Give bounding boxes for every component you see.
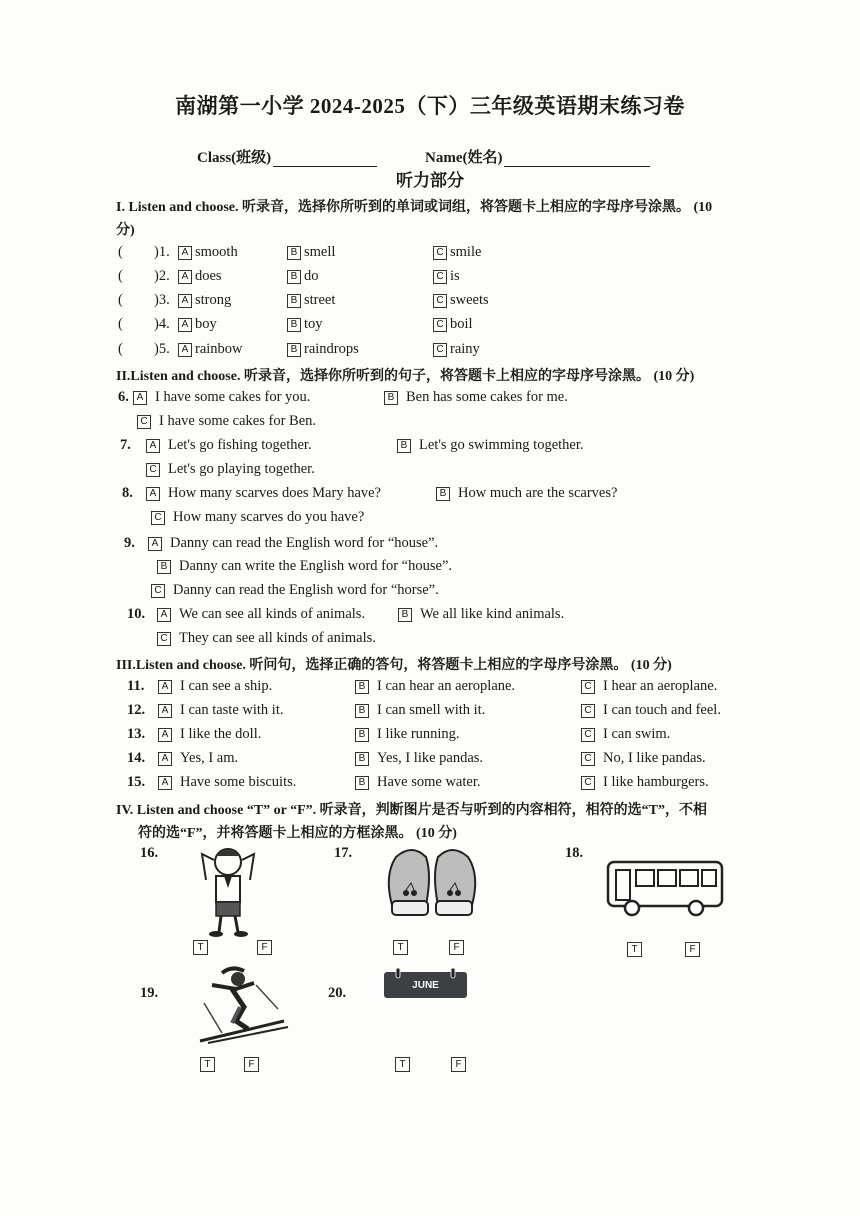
q5-option-c-text: rainy: [450, 341, 480, 357]
option-a-box[interactable]: A: [178, 246, 192, 260]
q20-true-box[interactable]: T: [395, 1057, 410, 1072]
option-a-box[interactable]: A: [158, 704, 172, 718]
option-a-box[interactable]: A: [133, 391, 147, 405]
q3-number: )3.: [154, 292, 170, 308]
name-field: [425, 146, 650, 167]
q14-option-b-text: Yes, I like pandas.: [377, 750, 484, 766]
q13-option-b-text: I like running.: [377, 726, 460, 742]
q13-number: 13.: [127, 726, 146, 742]
option-a-box[interactable]: A: [158, 680, 172, 694]
q11-number: 11.: [127, 678, 145, 694]
q12-option-a[interactable]: [158, 702, 283, 719]
q19-false-box[interactable]: F: [244, 1057, 259, 1072]
skier-picture: [192, 963, 292, 1045]
q4-option-b[interactable]: [287, 316, 323, 333]
q1-option-a[interactable]: [178, 244, 238, 261]
q12-number: 12.: [127, 702, 146, 718]
q14-option-a[interactable]: [158, 750, 238, 767]
q2-option-c[interactable]: [433, 268, 460, 285]
q9-number: 9.: [124, 535, 135, 551]
name-blank[interactable]: [504, 152, 650, 167]
part1-heading: I. Listen and choose. 听录音，选择你所听到的单词或词组，将答题卡上相应的字母序号涂黑。 (10: [116, 200, 713, 215]
option-c-box[interactable]: C: [581, 776, 595, 790]
q6-number: 6.: [118, 389, 129, 405]
q2-option-a[interactable]: [178, 268, 222, 285]
option-b-box[interactable]: B: [287, 246, 301, 260]
option-a-box[interactable]: A: [158, 728, 172, 742]
q15-option-a-text: Have some biscuits.: [180, 774, 297, 790]
q17-number: 17.: [334, 845, 353, 861]
part3-heading: III.Listen and choose. 听问句，选择正确的答句，将答题卡上相应的字母序号涂黑。 (10 分): [116, 658, 672, 673]
q9-option-b-text: Danny can write the English word for “house”.: [179, 558, 453, 574]
q13-option-c-text: I can swim.: [603, 726, 671, 742]
q14-option-c-text: No, I like pandas.: [603, 750, 706, 766]
q12-option-c-text: I can touch and feel.: [603, 702, 721, 718]
q9-option-a[interactable]: [148, 535, 438, 552]
option-b-box[interactable]: B: [287, 294, 301, 308]
part4-heading-cont: 符的选“F”，并将答题卡上相应的方框涂黑。 (10 分): [138, 826, 457, 841]
part4-heading: IV. Listen and choose “T” or “F”. 听录音，判断图片是否与听到的内容相符，相符的选“T”，不相: [116, 803, 708, 818]
q11-option-b[interactable]: [355, 678, 515, 695]
q6-option-c[interactable]: [137, 413, 316, 430]
q1-option-b[interactable]: [287, 244, 335, 261]
q16-false-box[interactable]: F: [257, 940, 272, 955]
q5-option-a[interactable]: [178, 341, 243, 358]
option-c-box[interactable]: C: [433, 246, 447, 260]
q1-option-a-text: smooth: [195, 244, 238, 260]
part1-heading-cont: 分): [116, 223, 135, 238]
q3-option-c-text: sweets: [450, 292, 489, 308]
q8-option-c[interactable]: [151, 509, 364, 526]
q1-option-c-text: smile: [450, 244, 482, 260]
q7-option-a-text: Let's go fishing together.: [168, 437, 312, 453]
q8-option-a[interactable]: [146, 485, 381, 502]
calendar-picture: [384, 968, 467, 998]
q10-option-b-text: We all like kind animals.: [420, 606, 565, 622]
q12-option-b[interactable]: [355, 702, 485, 719]
q8-option-a-text: How many scarves does Mary have?: [168, 485, 381, 501]
q14-option-c[interactable]: [581, 750, 706, 767]
q10-number: 10.: [127, 606, 146, 622]
q10-option-a-text: We can see all kinds of animals.: [179, 606, 366, 622]
q7-option-b[interactable]: [397, 437, 584, 454]
option-a-box[interactable]: A: [157, 608, 171, 622]
q18-false-box[interactable]: F: [685, 942, 700, 957]
option-a-box[interactable]: A: [178, 270, 192, 284]
q2-number: )2.: [154, 268, 170, 284]
class-field: [197, 146, 377, 167]
option-c-box[interactable]: C: [151, 511, 165, 525]
option-c-box[interactable]: C: [151, 584, 165, 598]
q5-option-c[interactable]: [433, 341, 480, 358]
q8-option-c-text: How many scarves do you have?: [173, 509, 365, 525]
q12-option-b-text: I can smell with it.: [377, 702, 486, 718]
q19-number: 19.: [140, 985, 159, 1001]
q10-option-c[interactable]: [157, 630, 376, 647]
q14-number: 14.: [127, 750, 146, 766]
q3-option-a[interactable]: [178, 292, 231, 309]
q7-option-c-text: Let's go playing together.: [168, 461, 315, 477]
q13-option-a[interactable]: [158, 726, 261, 743]
q15-number: 15.: [127, 774, 146, 790]
q19-true-box[interactable]: T: [200, 1057, 215, 1072]
q20-false-box[interactable]: F: [451, 1057, 466, 1072]
q6-option-a[interactable]: [133, 389, 310, 406]
q11-option-c[interactable]: [581, 678, 717, 695]
q7-option-a[interactable]: [146, 437, 312, 454]
q9-option-c[interactable]: [151, 582, 439, 599]
boy-picture: [188, 840, 268, 940]
q12-option-a-text: I can taste with it.: [180, 702, 284, 718]
q7-number: 7.: [120, 437, 131, 453]
paren-open: (: [118, 244, 123, 260]
q9-option-c-text: Danny can read the English word for “horse”.: [173, 582, 439, 598]
q13-option-c[interactable]: [581, 726, 670, 743]
paren-open: (: [118, 316, 123, 332]
q9-option-a-text: Danny can read the English word for “house”.: [170, 535, 439, 551]
option-b-box[interactable]: B: [436, 487, 450, 501]
part2-heading: II.Listen and choose. 听录音，选择你所听到的句子，将答题卡上相应的字母序号涂黑。 (10 分): [116, 369, 695, 384]
option-b-box[interactable]: B: [287, 318, 301, 332]
q14-option-a-text: Yes, I am.: [180, 750, 239, 766]
listening-section-title: 听力部分: [396, 171, 464, 190]
q15-option-c-text: I like hamburgers.: [603, 774, 709, 790]
q11-option-a-text: I can see a ship.: [180, 678, 273, 694]
q16-true-box[interactable]: T: [193, 940, 208, 955]
q13-option-b[interactable]: [355, 726, 460, 743]
option-b-box[interactable]: B: [355, 752, 369, 766]
q4-option-c[interactable]: [433, 316, 473, 333]
option-c-box[interactable]: C: [581, 752, 595, 766]
q2-option-b-text: do: [304, 268, 319, 284]
q3-option-a-text: strong: [195, 292, 232, 308]
option-c-box[interactable]: C: [581, 704, 595, 718]
q6-option-a-text: I have some cakes for you.: [155, 389, 311, 405]
q11-option-b-text: I can hear an aeroplane.: [377, 678, 516, 694]
q8-option-b-text: How much are the scarves?: [458, 485, 618, 501]
option-b-box[interactable]: B: [355, 728, 369, 742]
option-a-box[interactable]: A: [146, 487, 160, 501]
calendar-month: JUNE: [412, 980, 439, 991]
q15-option-b[interactable]: [355, 774, 480, 791]
q6-option-b[interactable]: [384, 389, 568, 406]
q8-number: 8.: [122, 485, 133, 501]
option-b-box[interactable]: B: [355, 704, 369, 718]
q18-number: 18.: [565, 845, 584, 861]
q14-option-b[interactable]: [355, 750, 483, 767]
option-a-box[interactable]: A: [178, 343, 192, 357]
q4-option-c-text: boil: [450, 316, 473, 332]
option-b-box[interactable]: B: [157, 560, 171, 574]
option-a-box[interactable]: A: [148, 537, 162, 551]
paren-open: (: [118, 268, 123, 284]
option-c-box[interactable]: C: [433, 318, 447, 332]
q6-option-b-text: Ben has some cakes for me.: [406, 389, 568, 405]
page-title: 南湖第一小学 2024-2025（下）三年级英语期末练习卷: [175, 94, 685, 118]
q15-option-c[interactable]: [581, 774, 709, 791]
q4-option-a[interactable]: [178, 316, 217, 333]
q5-option-b-text: raindrops: [304, 341, 359, 357]
option-c-box[interactable]: C: [146, 463, 160, 477]
q3-option-c[interactable]: [433, 292, 489, 309]
option-b-box[interactable]: B: [397, 439, 411, 453]
q8-option-b[interactable]: [436, 485, 617, 502]
q11-option-a[interactable]: [158, 678, 272, 695]
paren-open: (: [118, 292, 123, 308]
class-blank[interactable]: [273, 152, 377, 167]
class-label: Class(班级): [197, 150, 272, 166]
q4-number: )4.: [154, 316, 170, 332]
option-b-box[interactable]: B: [355, 680, 369, 694]
name-label: Name(姓名): [425, 150, 503, 166]
option-a-box[interactable]: A: [178, 318, 192, 332]
q10-option-b[interactable]: [398, 606, 564, 623]
option-c-box[interactable]: C: [157, 632, 171, 646]
q2-option-c-text: is: [450, 268, 460, 284]
option-c-box[interactable]: C: [433, 343, 447, 357]
gloves-picture: [384, 845, 480, 925]
q6-option-c-text: I have some cakes for Ben.: [159, 413, 317, 429]
q2-option-b[interactable]: [287, 268, 319, 285]
q1-option-c[interactable]: [433, 244, 481, 261]
q12-option-c[interactable]: [581, 702, 721, 719]
option-b-box[interactable]: B: [287, 270, 301, 284]
option-b-box[interactable]: B: [355, 776, 369, 790]
q16-number: 16.: [140, 845, 159, 861]
option-c-box[interactable]: C: [137, 415, 151, 429]
q7-option-c[interactable]: [146, 461, 315, 478]
q3-option-b-text: street: [304, 292, 336, 308]
q15-option-a[interactable]: [158, 774, 296, 791]
q1-number: )1.: [154, 244, 170, 260]
q15-option-b-text: Have some water.: [377, 774, 481, 790]
q13-option-a-text: I like the doll.: [180, 726, 262, 742]
option-c-box[interactable]: C: [433, 294, 447, 308]
option-b-box[interactable]: B: [398, 608, 412, 622]
q4-option-a-text: boy: [195, 316, 217, 332]
option-a-box[interactable]: A: [146, 439, 160, 453]
q10-option-a[interactable]: [157, 606, 365, 623]
option-c-box[interactable]: C: [581, 680, 595, 694]
q11-option-c-text: I hear an aeroplane.: [603, 678, 718, 694]
q5-option-a-text: rainbow: [195, 341, 243, 357]
bus-picture: [604, 858, 726, 918]
option-c-box[interactable]: C: [581, 728, 595, 742]
option-b-box[interactable]: B: [384, 391, 398, 405]
q17-true-box[interactable]: T: [393, 940, 408, 955]
q20-number: 20.: [328, 985, 347, 1001]
q2-option-a-text: does: [195, 268, 222, 284]
q3-option-b[interactable]: [287, 292, 335, 309]
option-a-box[interactable]: A: [158, 752, 172, 766]
q17-false-box[interactable]: F: [449, 940, 464, 955]
option-a-box[interactable]: A: [158, 776, 172, 790]
q7-option-b-text: Let's go swimming together.: [419, 437, 584, 453]
option-a-box[interactable]: A: [178, 294, 192, 308]
q5-number: )5.: [154, 341, 170, 357]
option-c-box[interactable]: C: [433, 270, 447, 284]
option-b-box[interactable]: B: [287, 343, 301, 357]
q5-option-b[interactable]: [287, 341, 359, 358]
q9-option-b[interactable]: [157, 558, 452, 575]
q4-option-b-text: toy: [304, 316, 323, 332]
q10-option-c-text: They can see all kinds of animals.: [179, 630, 376, 646]
paren-open: (: [118, 341, 123, 357]
q1-option-b-text: smell: [304, 244, 336, 260]
q18-true-box[interactable]: T: [627, 942, 642, 957]
